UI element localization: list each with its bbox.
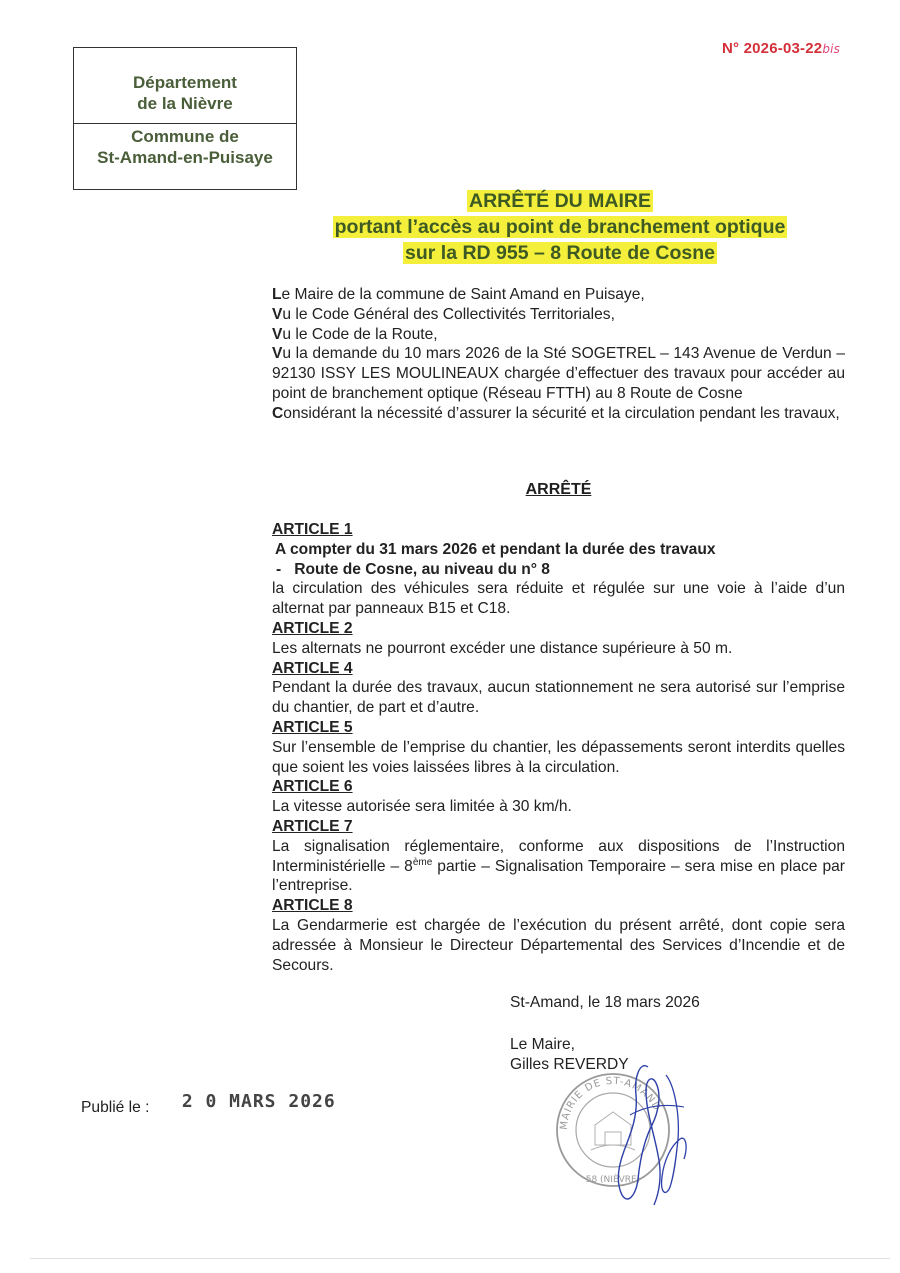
title-line-1: ARRÊTÉ DU MAIRE	[468, 190, 651, 212]
title-line-2: portant l’accès au point de branchement optique	[334, 216, 786, 238]
arrete-heading: ARRÊTÉ	[525, 481, 592, 498]
department-line1: Département	[133, 73, 237, 92]
commune-block	[74, 124, 296, 168]
article-2-text: Les alternats ne pourront excéder une distance supérieure à 50 m.	[272, 639, 733, 657]
articles-section	[272, 520, 845, 975]
article-1-text: la circulation des véhicules sera réduite et régulée sur une voie à l’aide d’un alternat par panneaux B15 et C18.	[272, 580, 845, 618]
published-date-stamp: 2 0 MARS 2026	[181, 1091, 336, 1112]
document-number-main: N° 2026-03-22	[722, 40, 823, 57]
preamble-line: Vu la demande du 10 mars 2026 de la Sté SOGETREL – 143 Avenue de Verdun – 92130 ISSY LES MOULINEAUX chargée d’effectuer des travaux pour accéder au point de branchement optique (Réseau FTTH) au 8 Route de Cosne	[272, 345, 845, 402]
article-8-title: ARTICLE 8	[272, 897, 353, 915]
preamble-line: Le Maire de la commune de Saint Amand en Puisaye,	[272, 286, 645, 303]
article-7-text: La signalisation réglementaire, conforme aux dispositions de l’Instruction Interministérielle – 8ème partie – Signalisation Temporaire – sera mise en place par l’entreprise.	[272, 837, 845, 895]
seal-text-top: MAIRIE DE ST-AMAND	[558, 1075, 663, 1131]
article-5-title: ARTICLE 5	[272, 718, 353, 736]
administrative-header-box	[73, 47, 297, 190]
article-1-title: ARTICLE 1	[272, 521, 353, 538]
commune-line2: St-Amand-en-Puisaye	[97, 148, 273, 167]
department-block	[74, 48, 296, 124]
article-1-period: A compter du 31 mars 2026 et pendant la durée des travaux	[275, 540, 716, 558]
page-bottom-border	[30, 1258, 890, 1259]
publication-line	[81, 1091, 336, 1117]
mayor-name: Gilles REVERDY	[510, 1055, 629, 1073]
seal-text-bottom: 58 (NIÈVRE)	[585, 1175, 641, 1185]
mayor-signature	[600, 1055, 700, 1215]
article-1-location: - Route de Cosne, au niveau du n° 8	[276, 560, 550, 578]
place-and-date: St-Amand, le 18 mars 2026	[510, 994, 700, 1011]
preamble	[272, 285, 845, 424]
article-5-text: Sur l’ensemble de l’emprise du chantier, les dépassements seront interdits quelles que soient les voies laissées libres à la circulation.	[272, 738, 845, 776]
title-line-3: sur la RD 955 – 8 Route de Cosne	[405, 242, 715, 264]
preamble-line: Vu le Code Général des Collectivités Territoriales,	[272, 305, 615, 323]
published-label: Publié le :	[81, 1099, 150, 1116]
document-number	[722, 40, 840, 57]
preamble-line: Vu le Code de la Route,	[272, 325, 438, 343]
document-number-suffix: bis	[822, 42, 841, 56]
article-2-title: ARTICLE 2	[272, 619, 353, 637]
department-line2: de la Nièvre	[137, 94, 233, 113]
article-7-title: ARTICLE 7	[272, 817, 353, 835]
article-6-text: La vitesse autorisée sera limitée à 30 km/h.	[272, 798, 572, 816]
preamble-line: Considérant la nécessité d’assurer la sécurité et la circulation pendant les travaux,	[272, 404, 840, 422]
article-8-text: La Gendarmerie est chargée de l’exécution du présent arrêté, dont copie sera adressée à Monsieur le Directeur Départemental des Services d’Incendie et de Secours.	[272, 916, 845, 974]
article-6-title: ARTICLE 6	[272, 778, 353, 796]
article-4-title: ARTICLE 4	[272, 659, 353, 677]
mayor-role: Le Maire,	[510, 1035, 576, 1053]
commune-line1: Commune de	[131, 127, 239, 146]
decree-title	[250, 188, 870, 266]
article-4-text: Pendant la durée des travaux, aucun stationnement ne sera autorisé sur l’emprise du chantier, de part et d’autre.	[272, 679, 845, 717]
